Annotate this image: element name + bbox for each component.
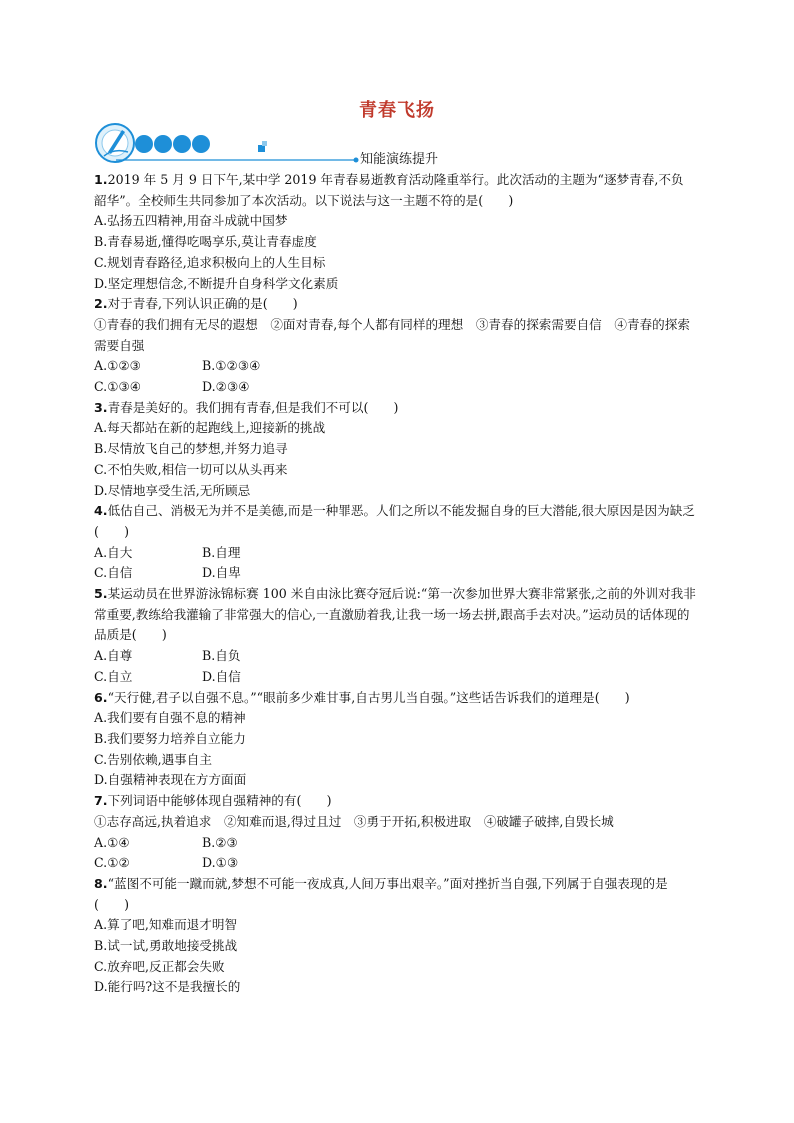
option-c[interactable]: C.放弃吧,反正都会失败 bbox=[94, 958, 225, 974]
banner-line-end-dot bbox=[354, 158, 359, 163]
option-c[interactable]: C.①③④ bbox=[94, 379, 142, 395]
option-b[interactable]: B.自理 bbox=[202, 544, 241, 560]
question-stem: 对于青春,下列认识正确的是( ) bbox=[107, 296, 298, 312]
option-d[interactable]: D.②③④ bbox=[202, 379, 250, 395]
question-4 bbox=[94, 501, 696, 584]
question-number: 7. bbox=[94, 793, 108, 809]
question-statements: ①青春的我们拥有无尽的遐想 ②面对青春,每个人都有同样的理想 ③青春的探索需要自信 ④青春的探索需要自强 bbox=[94, 316, 690, 353]
option-b[interactable]: B.试一试,勇敢地接受挑战 bbox=[94, 938, 238, 954]
option-a[interactable]: A.自大 bbox=[94, 544, 133, 560]
question-list bbox=[94, 170, 696, 998]
option-a[interactable]: A.算了吧,知难而退才明智 bbox=[94, 917, 238, 933]
question-stem: 低估自己、消极无为并不是美德,而是一种罪恶。人们之所以不能发掘自身的巨大潜能,很大原因是因为缺乏( ) bbox=[94, 503, 695, 539]
question-2 bbox=[94, 294, 696, 398]
page-title: 青春飞扬 bbox=[359, 100, 435, 121]
question-3 bbox=[94, 398, 696, 502]
question-number: 2. bbox=[94, 296, 108, 312]
question-number: 6. bbox=[94, 689, 108, 705]
question-number: 3. bbox=[94, 399, 108, 415]
option-d[interactable]: D.能行吗?这不是我擅长的 bbox=[94, 979, 241, 995]
question-stem: 2019 年 5 月 9 日下午,某中学 2019 年青春易逝教育活动隆重举行。此次活动的主题为“逐梦青春,不负韶华”。全校师生共同参加了本次活动。以下说法与这一主题不符的是( ) bbox=[94, 172, 684, 208]
question-number: 1. bbox=[94, 172, 108, 187]
question-stem: 某运动员在世界游泳锦标赛 100 米自由泳比赛夺冠后说:“第一次参加世界大赛非常紧张,之前的外训对我非常重要,教练给我灌输了非常强大的信心,一直激励着我,让我一场一场去拼,跟高手去对决。”运动员的话体现的品质是( ) bbox=[94, 586, 696, 643]
option-b[interactable]: B.青春易逝,懂得吃喝享乐,莫让青春虚度 bbox=[94, 234, 317, 250]
question-8 bbox=[94, 874, 696, 998]
option-b[interactable]: B.②③ bbox=[202, 834, 238, 850]
question-stem: 青春是美好的。我们拥有青春,但是我们不可以( ) bbox=[107, 399, 399, 415]
banner-dot-1 bbox=[135, 135, 153, 153]
option-d[interactable]: D.自卑 bbox=[202, 565, 241, 581]
option-d[interactable]: D.坚定理想信念,不断提升自身科学文化素质 bbox=[94, 275, 339, 291]
option-c[interactable]: C.自立 bbox=[94, 668, 133, 684]
question-5 bbox=[94, 584, 696, 688]
question-number: 5. bbox=[94, 586, 108, 602]
banner-dot-3 bbox=[173, 135, 191, 153]
option-c[interactable]: C.不怕失败,相信一切可以从头再来 bbox=[94, 461, 288, 477]
option-d[interactable]: D.①③ bbox=[202, 855, 239, 871]
option-b[interactable]: B.①②③④ bbox=[202, 358, 261, 374]
option-a[interactable]: A.我们要有自强不息的精神 bbox=[94, 710, 246, 726]
pen-badge-icon bbox=[96, 124, 134, 162]
option-b[interactable]: B.自负 bbox=[202, 648, 241, 664]
option-d[interactable]: D.自强精神表现在方方面面 bbox=[94, 772, 247, 788]
option-a[interactable]: A.弘扬五四精神,用奋斗成就中国梦 bbox=[94, 213, 288, 229]
question-7 bbox=[94, 791, 696, 874]
option-d[interactable]: D.自信 bbox=[202, 668, 241, 684]
banner-square-2 bbox=[262, 141, 267, 146]
banner-dot-2 bbox=[154, 135, 172, 153]
option-a[interactable]: A.①②③ bbox=[94, 358, 141, 374]
section-label: 知能演练提升 bbox=[360, 152, 439, 167]
question-1 bbox=[94, 170, 696, 294]
option-a[interactable]: A.①④ bbox=[94, 834, 130, 850]
question-number: 4. bbox=[94, 503, 108, 519]
question-number: 8. bbox=[94, 875, 108, 891]
option-c[interactable]: C.告别依赖,遇事自主 bbox=[94, 751, 212, 767]
banner-square-1 bbox=[258, 145, 265, 152]
option-a[interactable]: A.每天都站在新的起跑线上,迎接新的挑战 bbox=[94, 420, 326, 436]
question-statements: ①志存高远,执着追求 ②知难而退,得过且过 ③勇于开拓,积极进取 ④破罐子破摔,自毁长城 bbox=[94, 813, 614, 829]
option-c[interactable]: C.①② bbox=[94, 855, 130, 871]
question-stem: “天行健,君子以自强不息。”“眼前多少难甘事,自古男儿当自强。”这些话告诉我们的道理是( ) bbox=[107, 689, 630, 705]
question-stem: “蓝图不可能一蹴而就,梦想不可能一夜成真,人间万事出艰辛。”面对挫折当自强,下列属于自强表现的是( ) bbox=[94, 875, 668, 912]
option-d[interactable]: D.尽情地享受生活,无所顾忌 bbox=[94, 482, 251, 498]
option-b[interactable]: B.我们要努力培养自立能力 bbox=[94, 730, 246, 746]
option-c[interactable]: C.规划青春路径,追求积极向上的人生目标 bbox=[94, 254, 326, 270]
question-6 bbox=[94, 688, 696, 792]
option-c[interactable]: C.自信 bbox=[94, 565, 133, 581]
option-a[interactable]: A.自尊 bbox=[94, 648, 133, 664]
question-stem: 下列词语中能够体现自强精神的有( ) bbox=[107, 793, 332, 809]
banner-dot-4 bbox=[192, 135, 210, 153]
option-b[interactable]: B.尽情放飞自己的梦想,并努力追寻 bbox=[94, 441, 288, 457]
